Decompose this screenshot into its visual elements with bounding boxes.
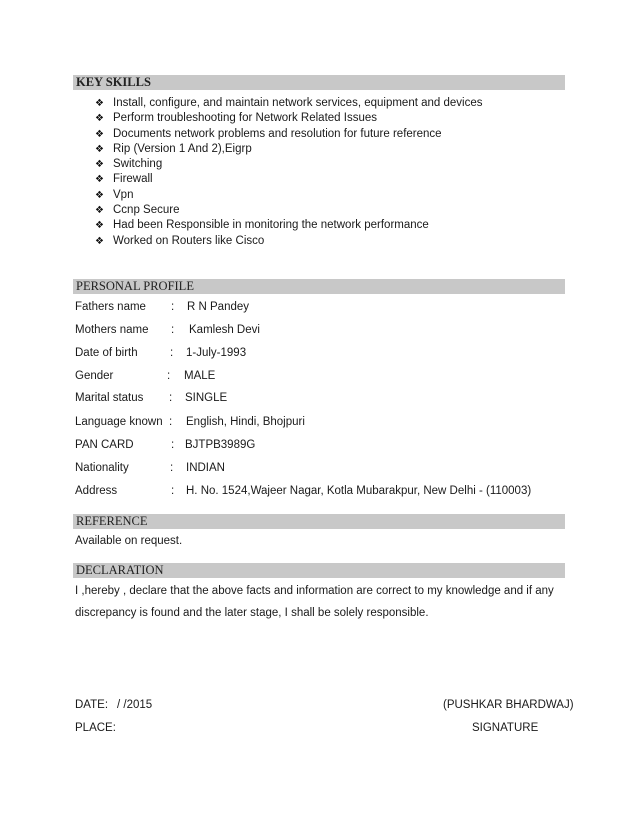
signatory-name: (PUSHKAR BHARDWAJ) — [443, 699, 574, 711]
profile-value: SINGLE — [185, 392, 228, 404]
profile-separator: : — [171, 485, 175, 497]
personal-profile-heading: PERSONAL PROFILE — [73, 279, 565, 294]
skill-text: Vpn — [113, 188, 134, 201]
skill-text: Rip (Version 1 And 2),Eigrp — [113, 142, 252, 155]
profile-separator: : — [169, 416, 173, 428]
skill-text: Firewall — [113, 173, 153, 186]
profile-label: Date of birth — [75, 347, 138, 359]
profile-separator: : — [169, 392, 173, 404]
profile-separator: : — [171, 439, 175, 451]
skill-text: Install, configure, and maintain network services, equipment and devices — [113, 97, 483, 109]
skill-text: Documents network problems and resolution for future reference — [113, 127, 442, 140]
declaration-line-2: discrepancy is found and the later stage, I shall be solely responsible. — [75, 607, 429, 619]
profile-value: Kamlesh Devi — [189, 324, 260, 336]
skill-text: Had been Responsible in monitoring the network performance — [113, 219, 429, 232]
profile-value: H. No. 1524,Wajeer Nagar, Kotla Mubarakpur, New Delhi - (110003) — [186, 485, 532, 497]
profile-separator: : — [167, 370, 171, 382]
list-item — [95, 142, 482, 157]
list-item — [95, 172, 482, 187]
profile-value: INDIAN — [186, 462, 225, 474]
key-skills-heading: KEY SKILLS — [73, 75, 565, 90]
skill-text: Switching — [113, 158, 163, 171]
skill-text: Perform troubleshooting for Network Related Issues — [113, 112, 377, 125]
diamond-bullet-icon: ❖ — [95, 159, 104, 171]
place-label: PLACE: — [75, 722, 116, 734]
list-item — [95, 111, 482, 126]
profile-label: Nationality — [75, 462, 129, 474]
diamond-bullet-icon: ❖ — [95, 235, 104, 247]
profile-label: Language known — [75, 416, 163, 428]
profile-separator: : — [171, 324, 175, 336]
diamond-bullet-icon: ❖ — [95, 143, 104, 155]
diamond-bullet-icon: ❖ — [95, 113, 104, 125]
skill-text: Ccnp Secure — [113, 204, 180, 217]
list-item — [95, 157, 482, 172]
profile-value: R N Pandey — [187, 301, 250, 313]
list-item — [95, 218, 482, 233]
key-skills-list — [95, 96, 482, 249]
profile-separator: : — [171, 301, 175, 313]
declaration-line-1: I ,hereby , declare that the above facts and information are correct to my knowledge and if any — [75, 585, 554, 597]
profile-separator: : — [170, 347, 174, 359]
diamond-bullet-icon: ❖ — [95, 205, 104, 217]
profile-label: PAN CARD — [75, 439, 134, 451]
list-item — [95, 127, 482, 142]
diamond-bullet-icon: ❖ — [95, 128, 104, 140]
date-label: DATE: — [75, 699, 109, 711]
declaration-heading: DECLARATION — [73, 563, 565, 578]
profile-value: 1-July-1993 — [186, 347, 247, 359]
signature-label: SIGNATURE — [472, 722, 539, 734]
list-item — [95, 203, 482, 218]
date-value: / /2015 — [117, 699, 153, 711]
profile-label: Address — [75, 485, 118, 497]
profile-label: Marital status — [75, 392, 144, 404]
diamond-bullet-icon: ❖ — [95, 98, 104, 109]
diamond-bullet-icon: ❖ — [95, 174, 104, 186]
list-item — [95, 96, 482, 111]
profile-label: Fathers name — [75, 301, 146, 313]
profile-label: Mothers name — [75, 324, 149, 336]
reference-heading: REFERENCE — [73, 514, 565, 529]
reference-text: Available on request. — [75, 535, 183, 547]
profile-value: English, Hindi, Bhojpuri — [186, 416, 305, 428]
profile-separator: : — [170, 462, 174, 474]
diamond-bullet-icon: ❖ — [95, 220, 104, 232]
profile-label: Gender — [75, 370, 114, 382]
profile-value: MALE — [184, 370, 216, 382]
list-item — [95, 234, 482, 249]
profile-value: BJTPB3989G — [185, 439, 256, 451]
diamond-bullet-icon: ❖ — [95, 189, 104, 201]
list-item — [95, 188, 482, 203]
skill-text: Worked on Routers like Cisco — [113, 234, 265, 247]
